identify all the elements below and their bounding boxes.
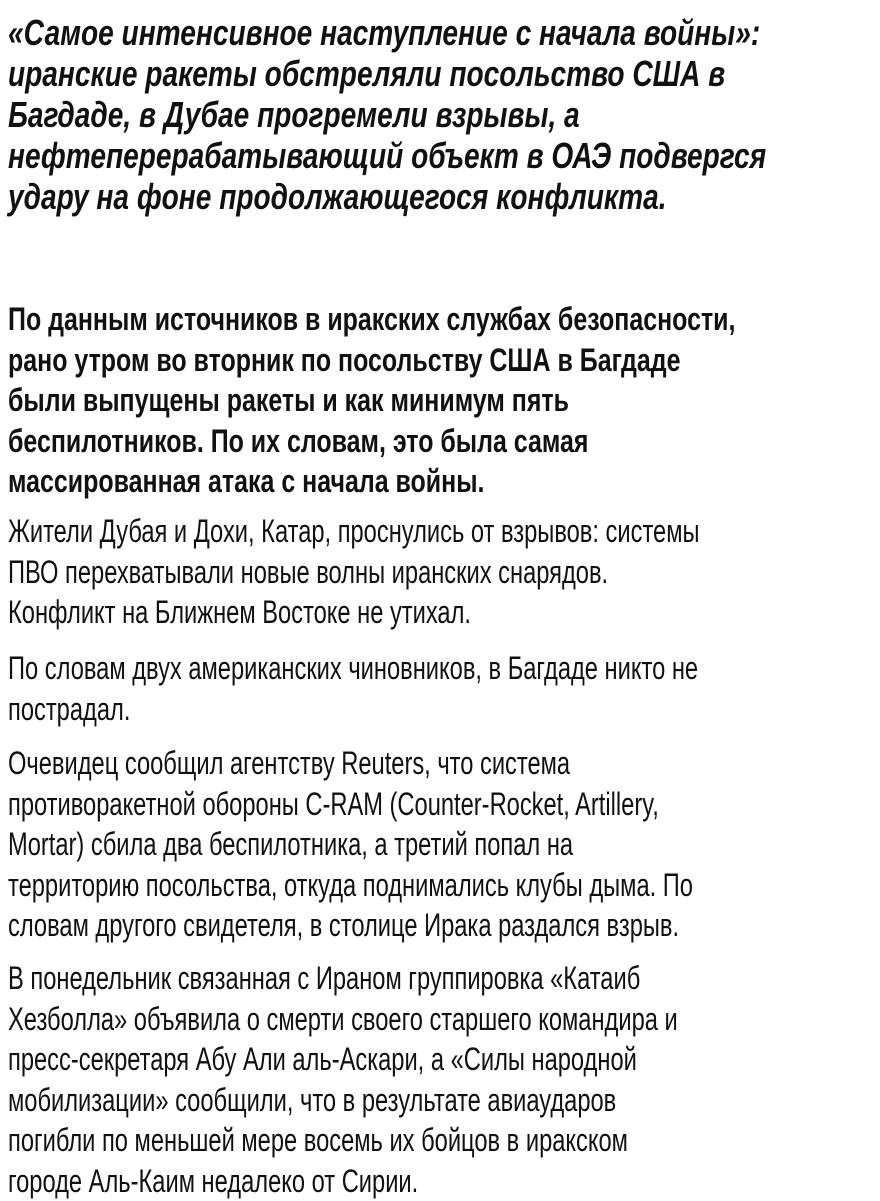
body-paragraph-2 bbox=[8, 648, 880, 729]
paragraph-line: Очевидец сообщил агентству Reuters, что система bbox=[8, 743, 693, 784]
paragraph-line: Жители Дубая и Дохи, Катар, проснулись от взрывов: системы bbox=[8, 511, 700, 552]
body-paragraph-4 bbox=[8, 958, 880, 1201]
paragraph-line: территорию посольства, откуда поднимались клубы дыма. По bbox=[8, 865, 693, 906]
intro-line: беспилотников. По их словам, это была самая bbox=[8, 421, 735, 462]
body-paragraph-3 bbox=[8, 743, 880, 946]
paragraph-line: Конфликт на Ближнем Востоке не утихал. bbox=[8, 592, 700, 633]
body-paragraph-1 bbox=[8, 511, 880, 633]
headline-line: удару на фоне продолжающегося конфликта. bbox=[8, 176, 766, 217]
paragraph-line: словам другого свидетеля, в столице Ирака раздался взрыв. bbox=[8, 905, 693, 946]
paragraph-line: городе Аль-Каим недалеко от Сирии. bbox=[8, 1161, 678, 1201]
paragraph-line: В понедельник связанная с Ираном группировка «Катаиб bbox=[8, 958, 678, 999]
paragraph-line: противоракетной обороны C-RAM (Counter-Rocket, Artillery, bbox=[8, 784, 693, 825]
paragraph-line: погибли по меньшей мере восемь их бойцов в иракском bbox=[8, 1120, 678, 1161]
paragraph-line: ПВО перехватывали новые волны иранских снарядов. bbox=[8, 552, 700, 593]
headline-line: «Самое интенсивное наступление с начала войны»: bbox=[8, 12, 766, 53]
headline-line: Багдаде, в Дубае прогремели взрывы, а bbox=[8, 94, 766, 135]
paragraph-line: По словам двух американских чиновников, в Багдаде никто не bbox=[8, 648, 698, 689]
paragraph-line: Хезболла» объявила о смерти своего старшего командира и bbox=[8, 999, 678, 1040]
intro-line: рано утром во вторник по посольству США в Багдаде bbox=[8, 340, 735, 381]
intro-line: По данным источников в иракских службах безопасности, bbox=[8, 299, 735, 340]
paragraph-line: Mortar) сбила два беспилотника, а третий попал на bbox=[8, 824, 693, 865]
headline-line: нефтеперерабатывающий объект в ОАЭ подвергся bbox=[8, 135, 766, 176]
paragraph-line: мобилизации» сообщили, что в результате авиаударов bbox=[8, 1080, 678, 1121]
article-intro bbox=[8, 299, 880, 502]
paragraph-line: пресс-секретаря Абу Али аль-Аскари, а «Силы народной bbox=[8, 1039, 678, 1080]
intro-line: были выпущены ракеты и как минимум пять bbox=[8, 380, 735, 421]
article-headline bbox=[8, 12, 880, 217]
paragraph-line: пострадал. bbox=[8, 689, 698, 730]
headline-line: иранские ракеты обстреляли посольство США в bbox=[8, 53, 766, 94]
intro-line: массированная атака с начала войны. bbox=[8, 461, 735, 502]
